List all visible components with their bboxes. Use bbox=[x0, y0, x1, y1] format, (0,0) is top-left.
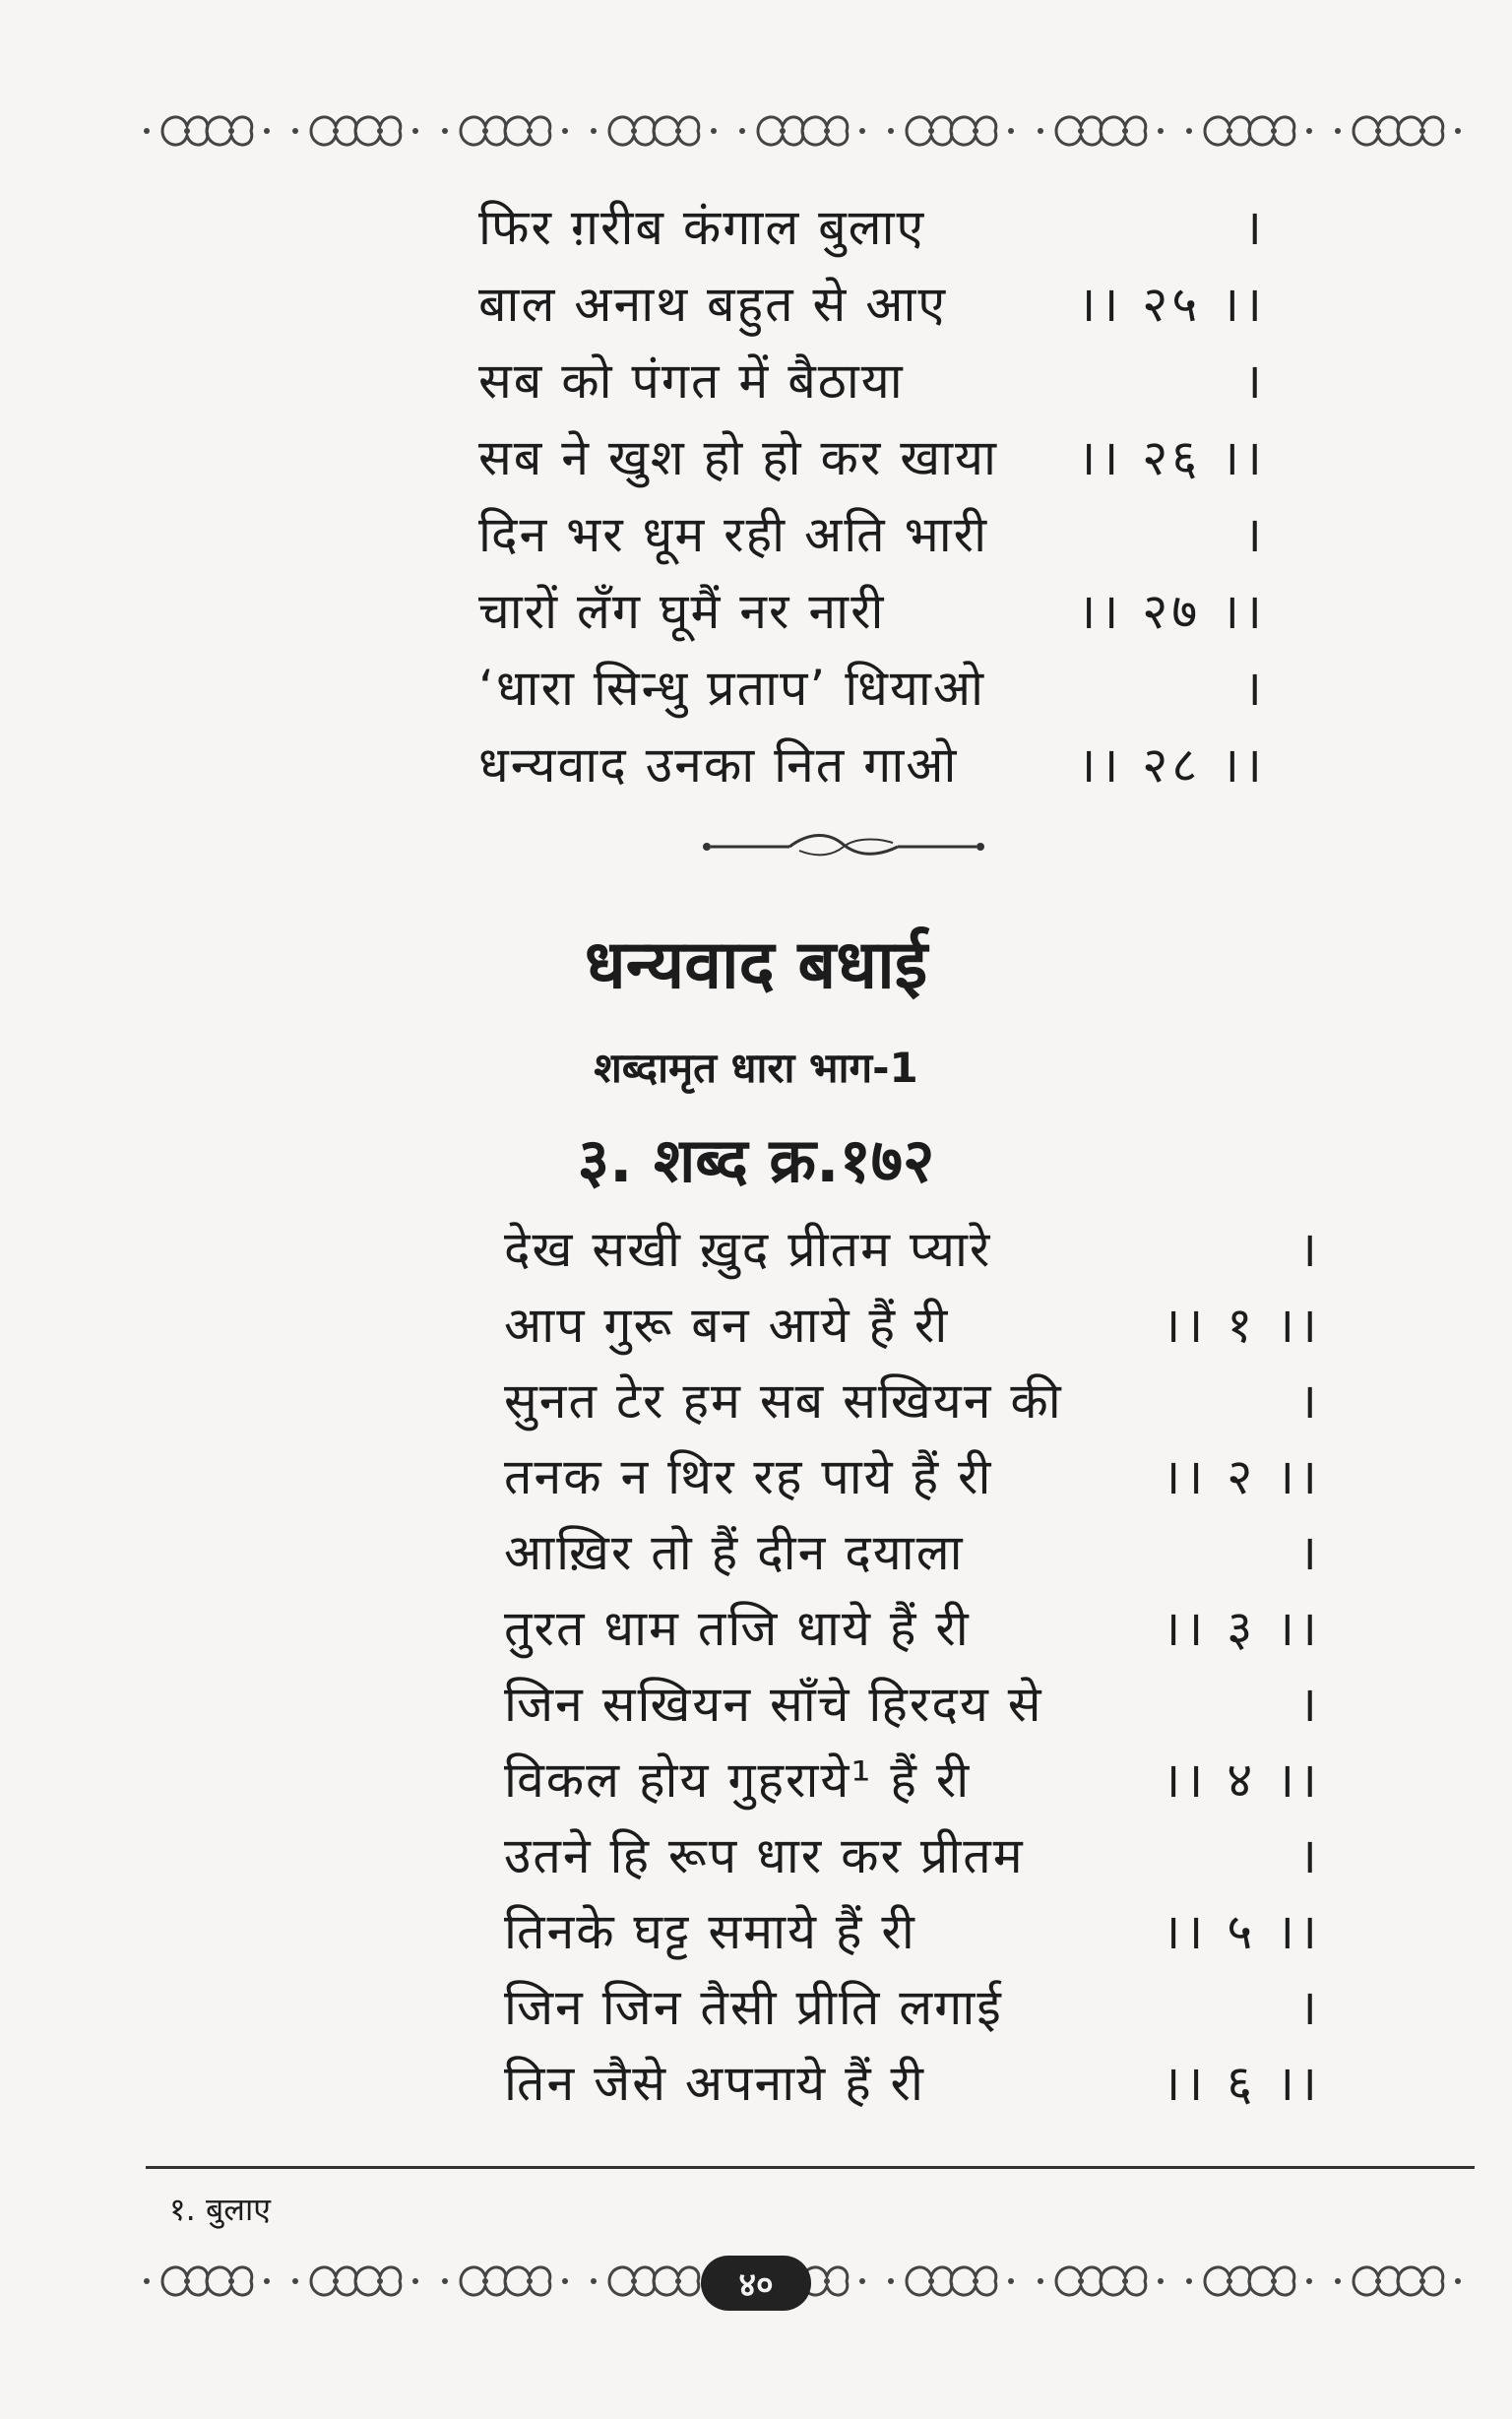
floral-ornament-icon bbox=[441, 101, 569, 160]
verse-number-mark: ।। ६ ।। bbox=[1162, 2054, 1321, 2112]
verse-line bbox=[504, 1891, 1321, 1967]
floral-ornament-icon bbox=[887, 101, 1015, 160]
verse-text: तनक न थिर रह पाये हैं री bbox=[504, 1447, 993, 1505]
verse-line bbox=[478, 571, 1266, 648]
floral-ornament-icon bbox=[1037, 101, 1165, 160]
verse-number-mark: ।। २५ ।। bbox=[1077, 276, 1266, 333]
verse-text: उतने हि रूप धार कर प्रीतम bbox=[504, 1826, 1025, 1884]
floral-ornament-icon bbox=[1334, 101, 1462, 160]
verse-number-mark: ।। २७ ।। bbox=[1077, 583, 1266, 640]
verse-number-mark: । bbox=[1298, 1826, 1321, 1884]
verse-text: सब को पंगत में बैठाया bbox=[478, 352, 905, 410]
flourish-divider bbox=[701, 827, 986, 866]
verse-text: देख सखी ख़ुद प्रीतम प्यारे bbox=[504, 1220, 992, 1278]
floral-ornament-icon bbox=[590, 101, 718, 160]
top-ornamental-border bbox=[143, 96, 1462, 165]
verse-text: सब ने खुश हो हो कर खाया bbox=[478, 429, 999, 486]
verse-number-mark: ।। ३ ।। bbox=[1162, 1599, 1321, 1657]
verse-line bbox=[478, 187, 1266, 264]
verse-number-mark: ।। २८ ।। bbox=[1077, 736, 1266, 794]
verse-line bbox=[504, 1664, 1321, 1740]
verse-text: तुरत धाम तजि धाये हैं री bbox=[504, 1599, 971, 1657]
shabad-number: ३. शब्द क्र.१७२ bbox=[577, 1124, 935, 1196]
verse-number-mark: । bbox=[1298, 1220, 1321, 1278]
verse-line bbox=[504, 1512, 1321, 1588]
floral-ornament-icon bbox=[1037, 2252, 1165, 2311]
verse-text: सुनत टेर हम सब सखियन की bbox=[504, 1371, 1063, 1430]
verse-text: तिन जैसे अपनाये हैं री bbox=[504, 2054, 925, 2112]
section-subtitle: शब्दामृत धारा भाग-1 bbox=[594, 1044, 918, 1092]
verse-text: आप गुरू बन आये हैं री bbox=[504, 1296, 950, 1354]
verse-line bbox=[504, 2043, 1321, 2119]
floral-ornament-icon bbox=[1185, 2252, 1313, 2311]
verse-number-mark: । bbox=[1243, 199, 1266, 256]
verse-line bbox=[504, 1436, 1321, 1512]
verse-line bbox=[478, 648, 1266, 725]
verse-line bbox=[504, 1740, 1321, 1815]
verse-number-mark: ।। १ ।। bbox=[1162, 1296, 1321, 1354]
verse-number-mark: ।। २६ ।। bbox=[1077, 429, 1266, 486]
floral-ornament-icon bbox=[143, 101, 271, 160]
floral-ornament-icon bbox=[1185, 101, 1313, 160]
footnote: १. बुलाए bbox=[169, 2191, 271, 2228]
verse-number-mark: । bbox=[1243, 506, 1266, 563]
floral-ornament-icon bbox=[1334, 2252, 1462, 2311]
verse-text: धन्यवाद उनका नित गाओ bbox=[478, 736, 959, 794]
verse-text: बाल अनाथ बहुत से आए bbox=[478, 276, 947, 333]
floral-ornament-icon bbox=[143, 2252, 271, 2311]
verse-text: ‘धारा सिन्धु प्रताप’ धियाओ bbox=[478, 660, 986, 717]
verse-text: दिन भर धूम रही अति भारी bbox=[478, 506, 989, 563]
verse-number-mark: । bbox=[1298, 1675, 1321, 1733]
verse-number-mark: ।। ५ ।। bbox=[1162, 1902, 1321, 1960]
verse-number-mark: । bbox=[1243, 660, 1266, 717]
verse-text: फिर ग़रीब कंगाल बुलाए bbox=[478, 199, 926, 256]
verse-line bbox=[504, 1285, 1321, 1361]
floral-ornament-icon bbox=[441, 2252, 569, 2311]
verse-block-bottom bbox=[504, 1209, 1321, 2119]
verse-line bbox=[504, 1967, 1321, 2043]
verse-line bbox=[504, 1588, 1321, 1664]
verse-line bbox=[504, 1361, 1321, 1436]
verse-line bbox=[504, 1815, 1321, 1891]
floral-ornament-icon bbox=[291, 2252, 419, 2311]
footnote-rule bbox=[146, 2166, 1475, 2169]
verse-line bbox=[478, 494, 1266, 571]
verse-number-mark: । bbox=[1298, 1978, 1321, 2036]
verse-line bbox=[504, 1209, 1321, 1285]
verse-text: जिन सखियन साँचे हिरदय से bbox=[504, 1675, 1043, 1733]
verse-text: चारों लँग घूमैं नर नारी bbox=[478, 583, 886, 640]
floral-ornament-icon bbox=[887, 2252, 1015, 2311]
verse-line bbox=[478, 341, 1266, 417]
verse-number-mark: । bbox=[1298, 1371, 1321, 1430]
floral-ornament-icon bbox=[590, 2252, 718, 2311]
verse-number-mark: । bbox=[1298, 1523, 1321, 1581]
verse-line bbox=[478, 264, 1266, 341]
floral-ornament-icon bbox=[291, 101, 419, 160]
page-number: ४० bbox=[701, 2256, 811, 2311]
verse-number-mark: ।। ४ ।। bbox=[1162, 1751, 1321, 1809]
verse-text: आख़िर तो हैं दीन दयाला bbox=[504, 1523, 965, 1581]
verse-line bbox=[478, 417, 1266, 494]
verse-text: तिनके घट्ट समाये हैं री bbox=[504, 1902, 916, 1960]
verse-number-mark: । bbox=[1243, 352, 1266, 410]
verse-line bbox=[478, 725, 1266, 801]
verse-text: जिन जिन तैसी प्रीति लगाई bbox=[504, 1978, 1003, 2036]
section-title: धन्यवाद बधाई bbox=[584, 926, 928, 1004]
floral-ornament-icon bbox=[738, 101, 866, 160]
verse-number-mark: ।। २ ।। bbox=[1162, 1447, 1321, 1505]
verse-text: विकल होय गुहराये¹ हैं री bbox=[504, 1751, 972, 1809]
verse-block-top bbox=[478, 187, 1266, 801]
